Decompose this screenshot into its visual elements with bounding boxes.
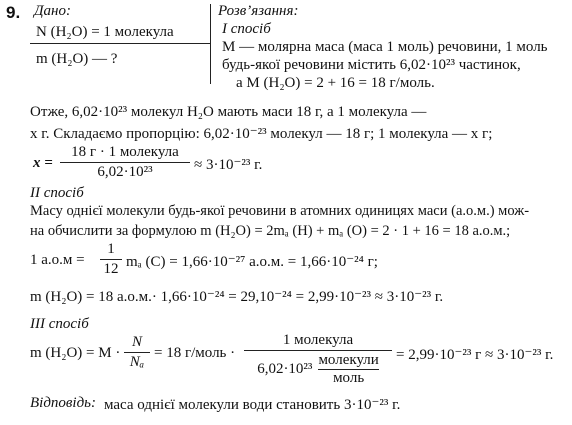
amu-fraction [100, 241, 122, 278]
method2-line1: Масу однієї молекули будь-якої речовини в атомних одиницях маси (а.о.м.) мож- [30, 203, 530, 219]
m3-fraction2-denominator [244, 352, 392, 387]
method1-title: I спосіб [222, 21, 271, 37]
m3-fraction2-bar [244, 350, 392, 351]
method2-line3: m (H₂O) = 18 а.о.м.· 1,66·10⁻²⁴ = 29,10⁻²⁴ = 2,99·10⁻²³ ≈ 3·10⁻²³ г. [30, 289, 444, 305]
amu-rhs: mₐ (C) = 1,66·10⁻²⁷ а.о.м. = 1,66·10⁻²⁴ г; [126, 254, 378, 270]
m3-fraction2-numerator: 1 молекула [282, 332, 354, 348]
method1-line1: M — молярна маса (маса 1 моль) речовини, 1 моль [222, 39, 548, 55]
amu-numerator: 1 [107, 241, 115, 257]
x-denominator: 6,02·10²³ [97, 164, 153, 180]
x-fraction [60, 144, 190, 181]
given-value: N (H₂O) = 1 молекула [36, 24, 174, 40]
method3-title: III спосіб [30, 316, 89, 332]
m3-fraction1-denominator: Nₐ [129, 354, 145, 370]
answer-text: маса однієї молекули води становить 3·10⁻²³ г. [104, 397, 401, 413]
given-divider [30, 43, 210, 44]
find-value: m (H₂O) — ? [36, 51, 118, 67]
answer-label: Відповідь: [30, 395, 97, 411]
method1-line3: а M (H₂O) = 2 + 16 = 18 г/моль. [236, 75, 435, 91]
m3-fraction2-den-a: 6,02·10²³ [257, 361, 313, 377]
method1-line2: будь-якої речовини містить 6,02·10²³ частинок, [222, 57, 521, 73]
given-vertical-divider [210, 4, 211, 84]
method3-lhs: m (H₂O) = M · [30, 345, 121, 361]
given-title: Дано: [34, 3, 71, 19]
problem-number: 9. [6, 3, 21, 22]
method2-line2: на обчислити за формулою m (H₂O) = 2mₐ (H) + mₐ (O) = 2 · 1 + 16 = 18 а.о.м.; [30, 223, 511, 239]
m3-fraction1-bar [124, 352, 150, 353]
solution-title: Розв’язання: [218, 3, 299, 19]
x-rhs: ≈ 3·10⁻²³ г. [194, 157, 263, 173]
proportion-line2: x г. Складаємо пропорцію: 6,02·10⁻²³ молекул — 18 г; 1 молекула — x г; [30, 126, 493, 142]
x-fraction-bar [60, 162, 190, 163]
method3-rhs: = 2,99·10⁻²³ г ≈ 3·10⁻²³ г. [396, 347, 554, 363]
m3-fraction1 [124, 334, 150, 371]
m3-fraction2 [244, 332, 392, 387]
amu-lhs: 1 а.о.м = [30, 252, 85, 268]
m3-den-b-denominator: моль [333, 370, 365, 386]
proportion-line1: Отже, 6,02·10²³ молекул H₂O мають маси 18 г, а 1 молекула — [30, 104, 427, 120]
m3-fraction1-numerator: N [131, 334, 142, 350]
m3-den-b-numerator: молекули [318, 352, 379, 368]
method2-title: II спосіб [30, 185, 84, 201]
m3-fraction2-den-b [318, 352, 378, 387]
amu-denominator: 12 [103, 261, 119, 277]
amu-fraction-bar [100, 259, 122, 260]
x-numerator: 18 г · 1 молекула [71, 144, 179, 160]
method3-mid: = 18 г/моль · [154, 345, 236, 361]
x-lhs: x = [33, 155, 53, 171]
